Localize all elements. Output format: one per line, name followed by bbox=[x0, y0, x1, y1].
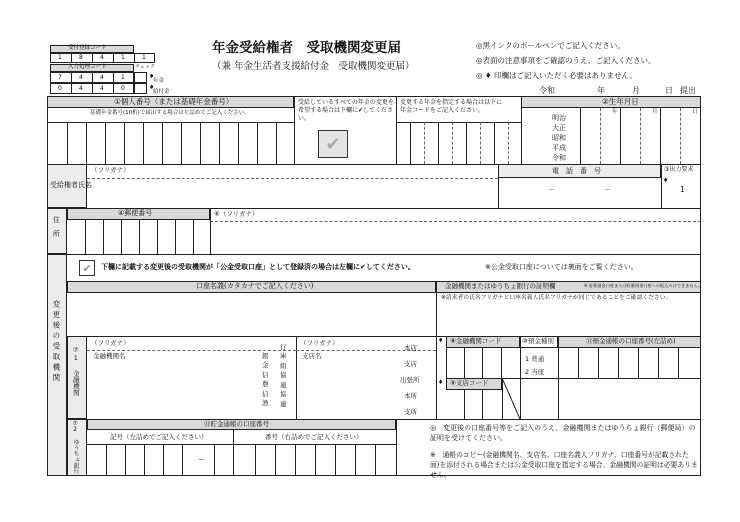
branch-name-label: 支店名 bbox=[302, 352, 322, 360]
name-label: 受給権者氏名 bbox=[50, 181, 92, 189]
proof-stamp-area[interactable] bbox=[437, 304, 700, 336]
input-r1-4: 1 bbox=[121, 74, 125, 81]
input-r1-1: 7 bbox=[58, 74, 62, 81]
yucho-bango-label: 番号（右詰めでご記入ください） bbox=[265, 433, 363, 441]
date-year: 年 bbox=[597, 86, 605, 95]
type-bank: 銀 金 信 農 信 漁 bbox=[262, 352, 269, 408]
form-title: 年金受給権者 受取機関変更届 bbox=[212, 40, 401, 56]
input-r2-4: 0 bbox=[121, 85, 125, 92]
receipt-code-3: 4 bbox=[100, 54, 104, 61]
personal-number-title: ①個人番号（または基礎年金番号） bbox=[114, 97, 234, 106]
receipt-code-label: 受付登録コード bbox=[68, 45, 107, 51]
check-cell-2[interactable] bbox=[134, 83, 147, 94]
check-label: チェック bbox=[135, 64, 155, 70]
bank-name-label: 金融機関名 bbox=[93, 352, 126, 360]
phone-field[interactable] bbox=[499, 179, 660, 207]
bank-side-label: ⑦1 金融機関 bbox=[71, 346, 80, 396]
era-showa: 昭和 bbox=[552, 134, 566, 142]
bottom-note-2: ※ 通帳のコピー(金融機関名、支店名、口座名義人フリガナ、口座番号が記載された面)を添付される場合または公金受取口座を指定する場合、金融機関の証明は必要ありません。 bbox=[430, 451, 698, 479]
all-change-checkbox[interactable] bbox=[318, 130, 348, 158]
all-change-text: 受給しているすべての年金の変更を希望する場合は下欄に✔してください。 bbox=[298, 99, 394, 123]
yucho-side-label: ⑦2 ゆうちょ銀行 bbox=[72, 421, 79, 474]
phone-label: 電 話 番 号 bbox=[552, 167, 601, 175]
account-number-label: ⑪預金通帳の口座番号(左詰め) bbox=[586, 337, 676, 345]
branch-code-diagonal bbox=[502, 378, 520, 419]
bank-code-label: ⑧金融機関コード bbox=[450, 337, 502, 345]
nenkin-label: 年金 bbox=[153, 78, 165, 84]
birth-month: 月 bbox=[652, 109, 658, 115]
bank-furigana-1: （フリガナ） bbox=[91, 339, 130, 347]
form-subtitle: （兼 年金生活者支援給付金 受取機関変更届） bbox=[212, 61, 415, 72]
branch-name-field[interactable] bbox=[297, 362, 397, 418]
receipt-code-2: 8 bbox=[79, 54, 83, 61]
birth-title: ②生年月日 bbox=[602, 97, 639, 106]
input-r1-3: 4 bbox=[100, 74, 104, 81]
note-top-1: ◎黒インクのボールペンでご記入ください。 bbox=[476, 41, 625, 50]
date-era: 令和 bbox=[539, 86, 555, 95]
note-top-3: ◎ ♦ 印欄はご記入いただく必要はありません。 bbox=[476, 71, 637, 80]
date-day: 日 bbox=[665, 86, 673, 95]
branch-type-2: 出張所 bbox=[400, 376, 420, 384]
phone-dash-1: － bbox=[548, 186, 555, 194]
public-account-checkbox[interactable] bbox=[79, 260, 95, 276]
output-value: 1 bbox=[680, 185, 685, 194]
yucho-dash: － bbox=[198, 455, 206, 464]
era-meiji: 明治 bbox=[552, 114, 566, 122]
input-code-label: 入力処理コード bbox=[68, 64, 107, 70]
check-cell-1[interactable] bbox=[134, 72, 147, 83]
checkmark-icon: ✔ bbox=[325, 133, 341, 155]
date-month: 月 bbox=[632, 86, 640, 95]
phone-dash-2: － bbox=[604, 186, 611, 194]
birth-year: 年 bbox=[612, 109, 618, 115]
birth-day: 日 bbox=[692, 109, 698, 115]
era-reiwa: 令和 bbox=[552, 154, 566, 162]
input-r1-2: 4 bbox=[79, 74, 83, 81]
type-col2: 行 庫 組 協 連 協 連 bbox=[280, 343, 287, 408]
deposit-option-2[interactable]: 2 当座 bbox=[525, 368, 545, 376]
account-name-title: 口座名義(カタカナでご記入ください) bbox=[196, 282, 314, 290]
pension-code-text: 変更する年金を指定する場合は以下に年金コードをご記入ください。 bbox=[400, 99, 503, 115]
deposit-type-label: ⑩預金種別 bbox=[522, 337, 554, 345]
address-furigana: ⑥（フリガナ） bbox=[214, 210, 259, 218]
branch-code-label: ⑨支店コード bbox=[450, 379, 489, 387]
yucho-title: ⑪貯金通帳の口座番号 bbox=[204, 420, 269, 428]
date-submit: 提出 bbox=[680, 86, 696, 95]
kyufu-label: 給付金 bbox=[153, 89, 170, 95]
postal-title: ④郵便番号 bbox=[118, 209, 153, 217]
public-account-text: 下欄に記載する変更後の受取機関が「公金受取口座」として登録済の場合は左欄に✔してください。 bbox=[101, 263, 415, 271]
name-field[interactable] bbox=[88, 180, 498, 207]
side-label: 変更後の受取機関 bbox=[51, 300, 61, 384]
bank-name-field[interactable] bbox=[88, 362, 258, 418]
receipt-code-4: 1 bbox=[121, 54, 125, 61]
personal-number-sub: 基礎年金番号(10桁)で届出する場合は左詰めでご記入ください。 bbox=[90, 110, 250, 116]
receipt-code-1: 1 bbox=[58, 54, 62, 61]
branch-type-4: 支所 bbox=[404, 408, 417, 416]
proof-title: 金融機関またはゆうちょ銀行の証明欄 bbox=[445, 282, 556, 290]
checkmark-icon: ✔ bbox=[82, 261, 92, 275]
address-field[interactable] bbox=[211, 223, 700, 253]
name-furigana: （フリガナ） bbox=[91, 166, 130, 174]
output-label: ③出力要求 bbox=[664, 166, 694, 173]
note-top-2: ◎表面の注意事項をご確認のうえ、ご記入ください。 bbox=[476, 56, 656, 65]
input-r2-3: 4 bbox=[100, 85, 104, 92]
address-label: 住 所 bbox=[52, 216, 61, 237]
branch-type-3: 本所 bbox=[404, 392, 417, 400]
proof-sub: ※請求者の氏名フリガナと口座名義人氏名フリガナが同じであることをご確認ください。 bbox=[441, 295, 672, 301]
proof-header-note: ※ 貯蓄預金口座または貯蓄預金口座への振込みはできません。 bbox=[584, 283, 703, 288]
era-taisho: 大正 bbox=[552, 124, 566, 132]
branch-type-1: 支店 bbox=[404, 360, 417, 368]
account-name-field[interactable] bbox=[68, 294, 435, 334]
yucho-kigo-label: 記号（左詰めでご記入ください） bbox=[110, 433, 208, 441]
input-r2-1: 0 bbox=[58, 85, 62, 92]
bottom-note-1: ◎ 変更後の口座番号等をご記入のうえ、金融機関またはゆうちょ銀行（郵便局）の証明を受けてください。 bbox=[430, 424, 696, 443]
branch-type-0: 本店 bbox=[404, 344, 417, 352]
era-heisei: 平成 bbox=[552, 144, 566, 152]
receipt-code-5: 1 bbox=[142, 54, 146, 61]
public-account-note: ※公金受取口座については裏面をご覧ください。 bbox=[485, 263, 638, 271]
deposit-option-1[interactable]: 1 普通 bbox=[525, 355, 545, 363]
bank-furigana-2: （フリガナ） bbox=[300, 339, 339, 347]
input-r2-2: 4 bbox=[79, 85, 83, 92]
